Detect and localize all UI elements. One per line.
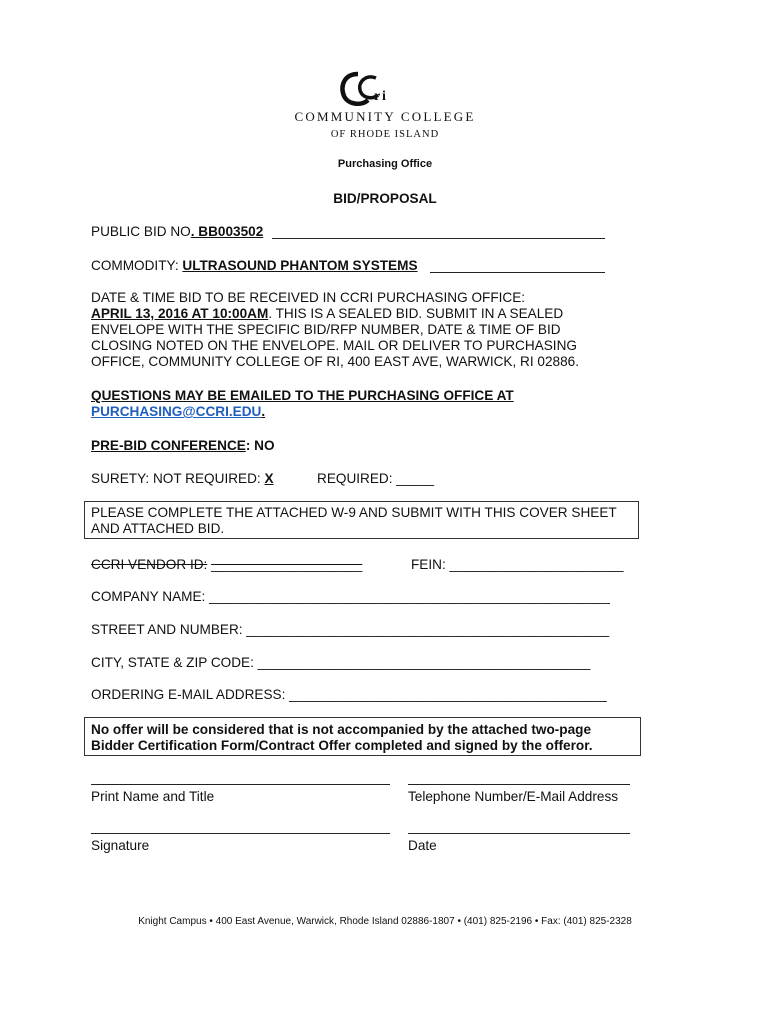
instructions-line-3: ENVELOPE WITH THE SPECIFIC BID/RFP NUMBER, DATE & TIME OF BID <box>91 322 561 337</box>
footer-address: Knight Campus • 400 East Avenue, Warwick, Rhode Island 02886-1807 • (401) 825-2196 • Fax: (401) 825-2328 <box>138 916 632 927</box>
questions-block <box>91 388 514 420</box>
telephone-line[interactable] <box>408 784 630 785</box>
commodity-row <box>91 258 418 273</box>
college-state: OF RHODE ISLAND <box>330 129 440 140</box>
bid-number-row <box>91 224 263 239</box>
w9-line-2: AND ATTACHED BID. <box>91 521 225 536</box>
office-name: Purchasing Office <box>337 158 433 170</box>
questions-dot: . <box>261 404 266 419</box>
print-name-label: Print Name and Title <box>91 789 215 804</box>
svg-text:r: r <box>374 89 381 104</box>
telephone-label: Telephone Number/E-Mail Address <box>408 789 619 804</box>
notice-line-1: No offer will be considered that is not accompanied by the attached two-page <box>91 722 592 737</box>
instructions-line-1: DATE & TIME BID TO BE RECEIVED IN CCRI PURCHASING OFFICE: <box>91 290 526 305</box>
street-field[interactable]: STREET AND NUMBER: ________________________________________________ <box>91 622 610 637</box>
college-name: COMMUNITY COLLEGE <box>294 109 476 124</box>
ccri-logo <box>336 68 396 108</box>
bid-number-label: PUBLIC BID NO <box>91 224 191 239</box>
prebid-value: : NO <box>245 438 275 453</box>
vendor-id-blank: ____________________ <box>211 557 363 572</box>
signature-line[interactable] <box>91 833 390 834</box>
commodity-underline <box>430 272 605 273</box>
svg-text:i: i <box>382 89 386 104</box>
page-title: BID/PROPOSAL <box>333 191 437 206</box>
instructions-line-2 <box>91 306 579 322</box>
prebid-row <box>91 438 275 453</box>
fein-field[interactable]: FEIN: _______________________ <box>411 557 624 572</box>
bid-number-underline <box>272 238 605 239</box>
vendor-id-label: CCRI VENDOR ID: <box>91 557 208 572</box>
surety-label: SURETY: NOT REQUIRED: <box>91 471 265 486</box>
vendor-id-field[interactable] <box>91 557 362 572</box>
instructions-line-4: CLOSING NOTED ON THE ENVELOPE. MAIL OR DELIVER TO PURCHASING <box>91 338 577 353</box>
ordering-email-field[interactable]: ORDERING E-MAIL ADDRESS: __________________________________________ <box>91 687 607 702</box>
w9-text <box>91 505 617 537</box>
date-line[interactable] <box>408 833 630 834</box>
surety-required: REQUIRED: _____ <box>317 471 435 486</box>
bid-number-value: . BB003502 <box>190 224 264 239</box>
instructions-line-5: OFFICE, COMMUNITY COLLEGE OF RI, 400 EAST AVE, WARWICK, RI 02886. <box>91 354 579 369</box>
bid-instructions <box>91 290 579 370</box>
commodity-label: COMMODITY: <box>91 258 183 273</box>
prebid-label: PRE-BID CONFERENCE <box>91 438 246 453</box>
print-name-line[interactable] <box>91 784 390 785</box>
company-name-field[interactable]: COMPANY NAME: _____________________________________________________ <box>91 589 610 604</box>
deadline: APRIL 13, 2016 AT 10:00AM <box>91 306 269 321</box>
notice-text <box>91 722 593 754</box>
instructions-line-2-rest: . THIS IS A SEALED BID. SUBMIT IN A SEALED <box>268 306 564 321</box>
w9-line-1: PLEASE COMPLETE THE ATTACHED W-9 AND SUBMIT WITH THIS COVER SHEET <box>91 505 617 520</box>
surety-row <box>91 471 274 486</box>
questions-text: QUESTIONS MAY BE EMAILED TO THE PURCHASING OFFICE AT <box>91 388 514 403</box>
surety-not-required-mark: X <box>264 471 274 486</box>
notice-line-2: Bidder Certification Form/Contract Offer completed and signed by the offeror. <box>91 738 593 753</box>
city-state-zip-field[interactable]: CITY, STATE & ZIP CODE: ____________________________________________ <box>91 655 591 670</box>
commodity-value: ULTRASOUND PHANTOM SYSTEMS <box>182 258 418 273</box>
signature-label: Signature <box>91 838 150 853</box>
date-label: Date <box>408 838 437 853</box>
purchasing-email-link[interactable]: PURCHASING@CCRI.EDU <box>91 404 262 419</box>
